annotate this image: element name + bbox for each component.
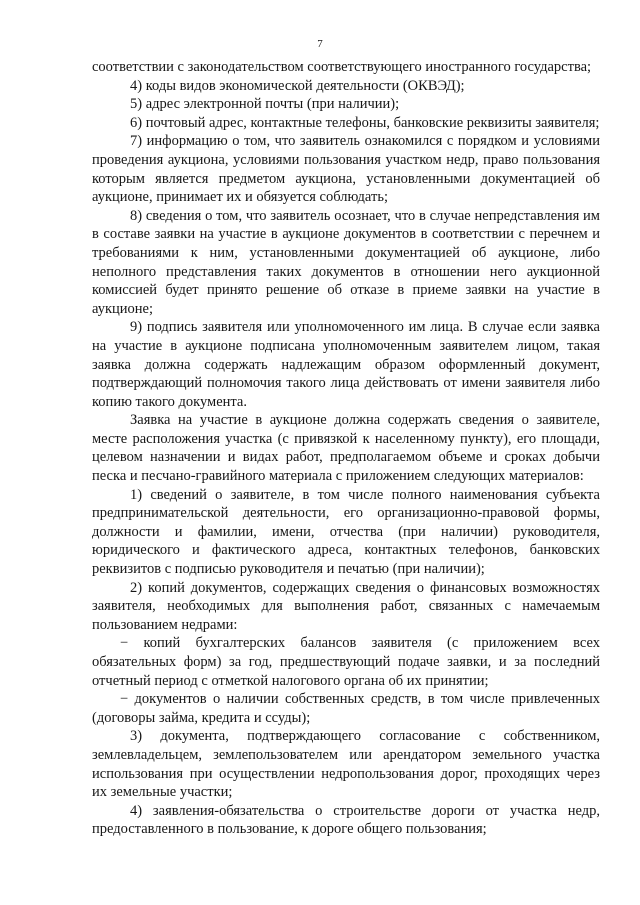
list-item-9-signature: 9) подпись заявителя или уполномоченного им лица. В случае если заявка на участие в аукционе подписана уполномоченным заявителем лицом, такая заявка должна содержать надлежащим образом оформленный документ, подтверждающий полномочия такого лица действовать от имени заявителя либо копию такого документа.	[92, 319, 600, 410]
list-item-6-postal-address: 6) почтовый адрес, контактные телефоны, банковские реквизиты заявителя;	[130, 114, 600, 131]
dash-item-own-funds: − документов о наличии собственных средств, в том числе привлеченных (договоры займа, кредита и ссуды);	[92, 691, 600, 726]
materials-item-4-road-construction: 4) заявления-обязательства о строительстве дороги от участка недр, предоставленного в пользование, к дороге общего пользования;	[92, 802, 600, 838]
page-number: 7	[317, 38, 323, 50]
list-item-8-awareness: 8) сведения о том, что заявитель осознает, что в случае непредставления им в составе заявки на участие в аукционе документов в соответствии с перечнем и требованиями к ним, установленными документацией об аукционе, либо неполного представления таких документов в отношении него аукционной комиссией будет принято решение об отказе в приеме заявки на участие в аукционе;	[92, 207, 600, 317]
list-item-5-email: 5) адрес электронной почты (при наличии);	[130, 96, 400, 113]
materials-item-2-financial-documents: 2) копий документов, содержащих сведения о финансовых возможностях заявителя, необходимых для выполнения работ, связанных с намечаемым пользованием недрами:	[92, 579, 600, 633]
list-item-7-acknowledgement: 7) информацию о том, что заявитель ознакомился с порядком и условиями проведения аукциона, условиями пользования участком недр, право пользования которым является предметом аукциона, установленными документацией об аукционе, принимает их и обязуется соблюдать;	[92, 133, 600, 206]
paragraph-continuation: соответствии с законодательством соответствующего иностранного государства;	[92, 59, 592, 75]
dash-item-balance-sheets: − копий бухгалтерских балансов заявителя (с приложением всех обязательных форм) за год, предшествующий подаче заявки, и за последний отчетный период с отметкой налогового органа об их принятии;	[92, 635, 600, 689]
application-requirements-paragraph: Заявка на участие в аукционе должна содержать сведения о заявителе, месте расположения участка (с привязкой к населенному пункту), его площади, целевом назначении и видах работ, предполагаемом объеме и сроках добычи песка и песчано-гравийного материала с приложением следующих материалов:	[92, 412, 600, 485]
list-item-4-okved: 4) коды видов экономической деятельности (ОКВЭД);	[130, 77, 465, 94]
materials-item-3-land-approval: 3) документа, подтверждающего согласование с собственником, землевладельцем, землепользователем или арендатором земельного участка использования при осуществлении недропользования дорог, проходящих через их земельные участки;	[92, 728, 600, 801]
materials-item-1-applicant-info: 1) сведений о заявителе, в том числе полного наименования субъекта предпринимательской деятельности, его организационно-правовой формы, должности и фамилии, имени, отчества (при наличии) руководителя, юридического и фактического адреса, контактных телефонов, банковских реквизитов с подписью руководителя и печатью (при наличии);	[92, 486, 600, 578]
document-body	[92, 58, 600, 839]
